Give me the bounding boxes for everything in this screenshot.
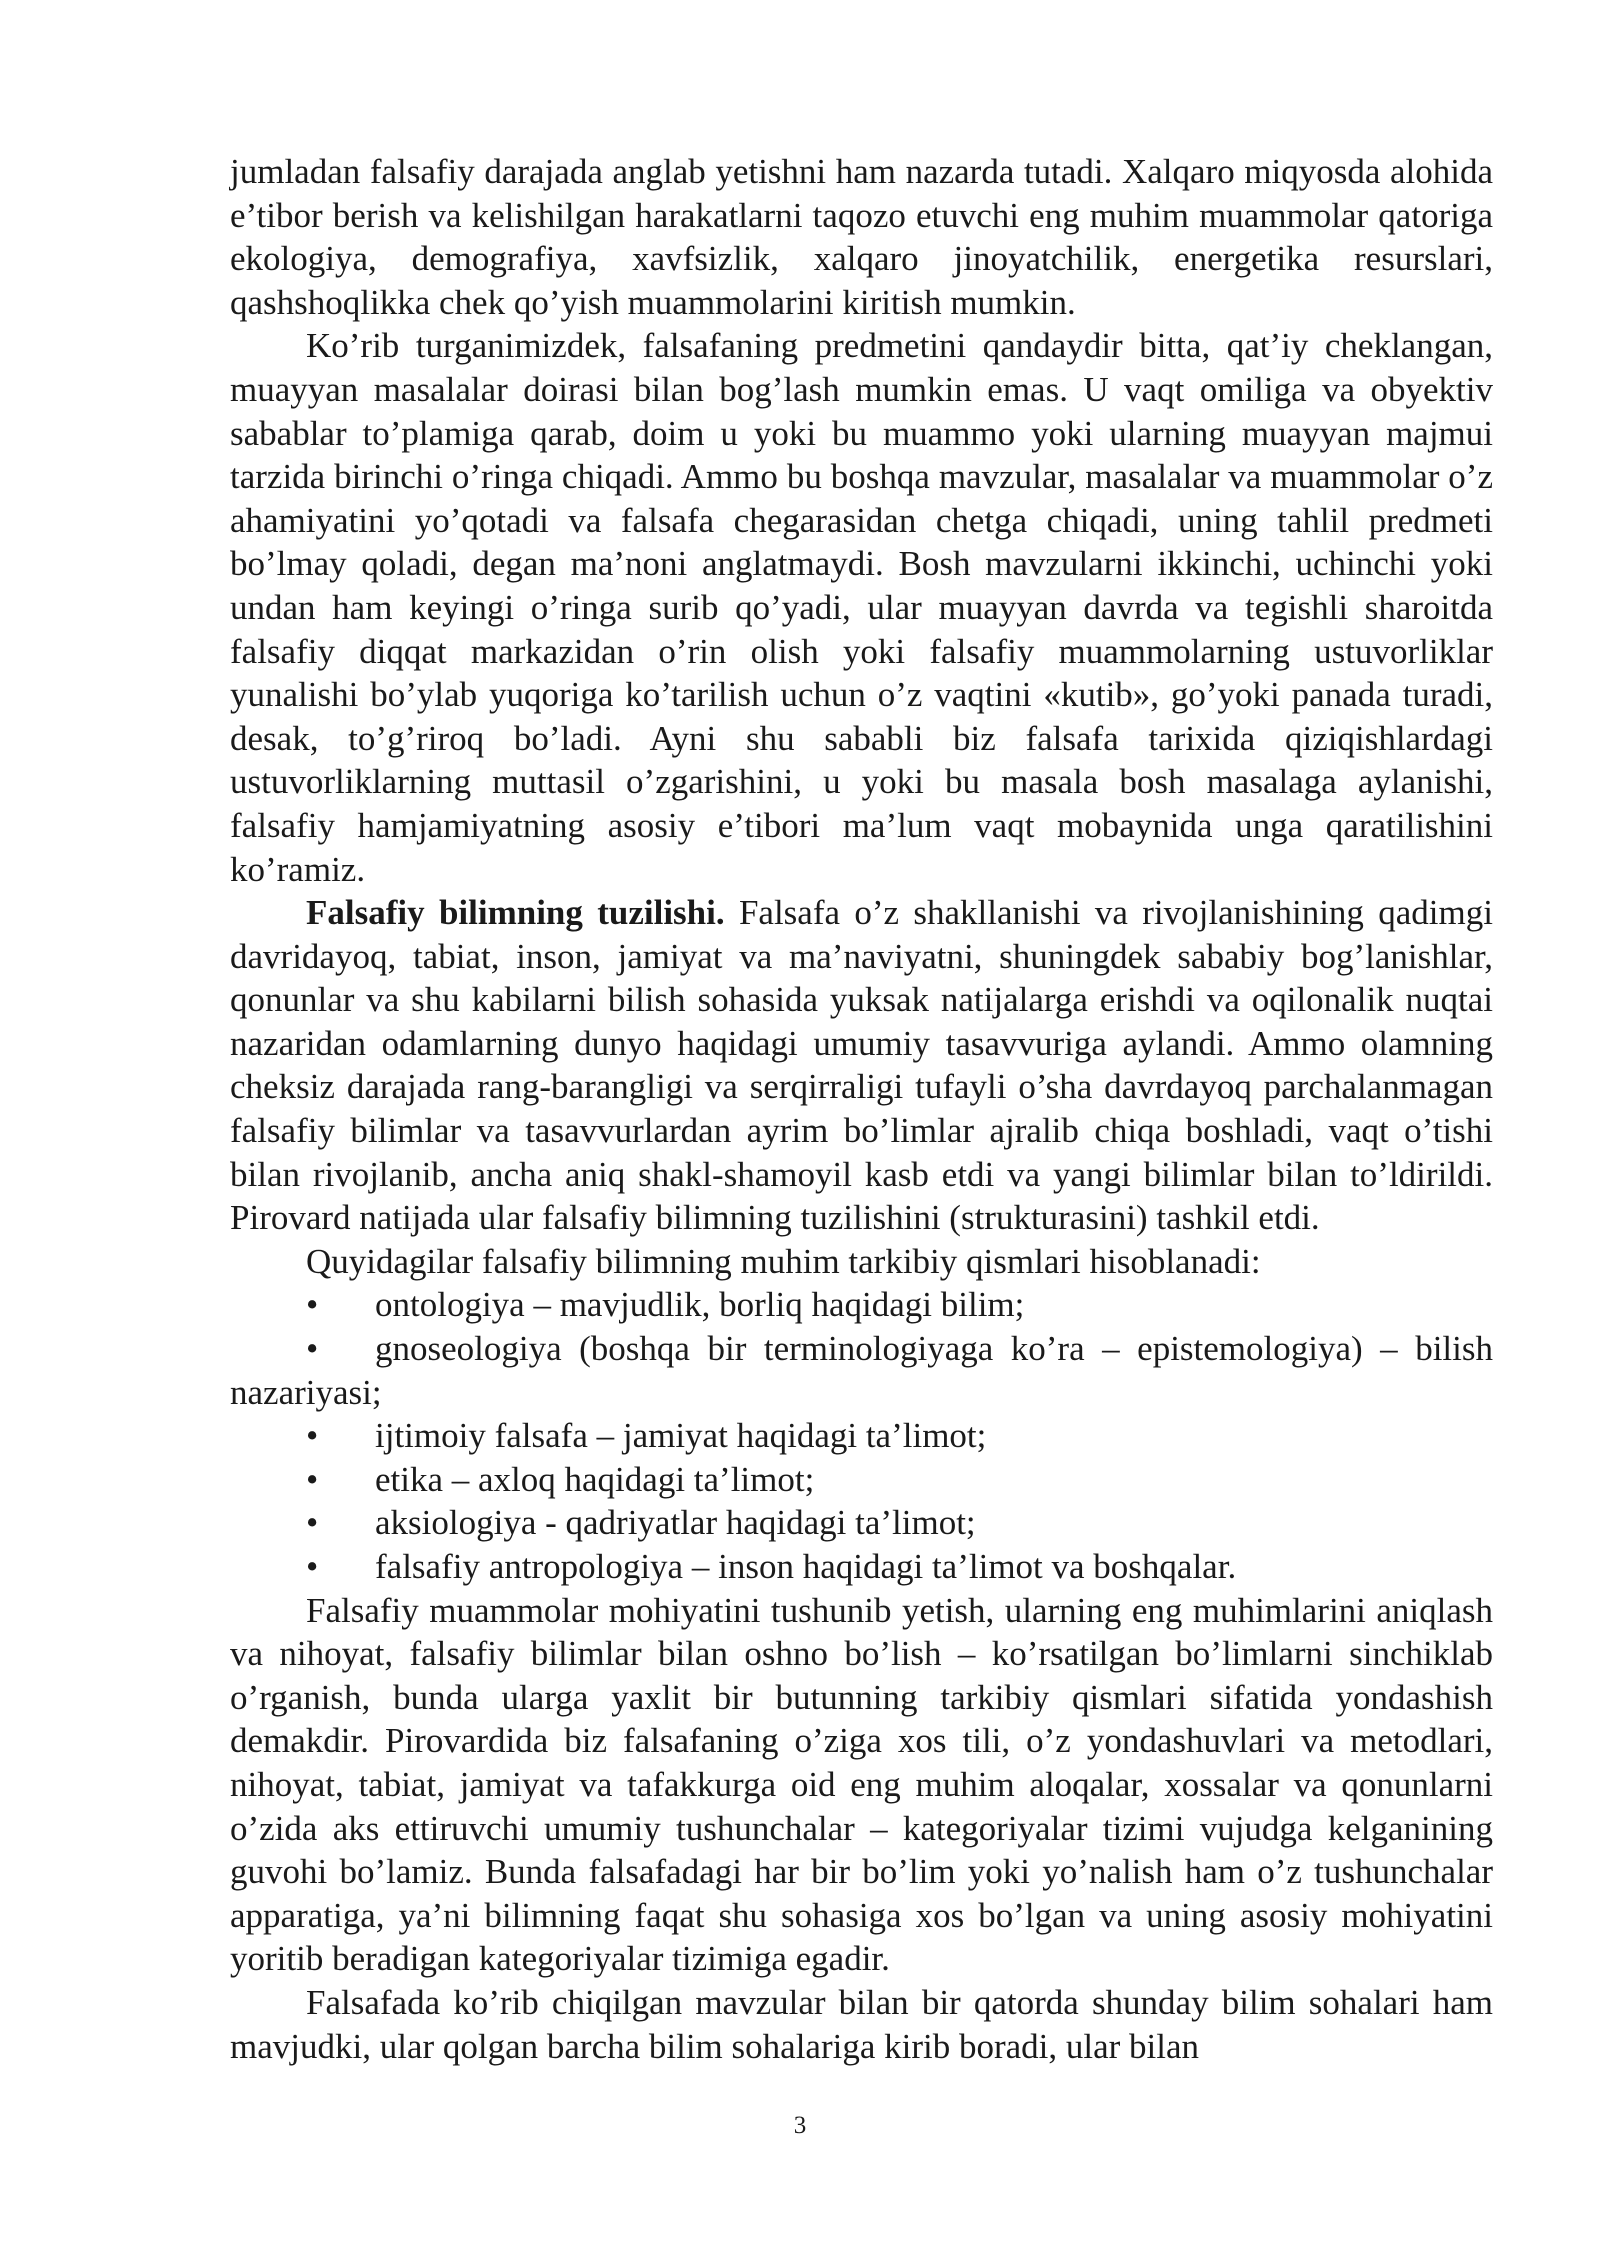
- bullet-icon: •: [306, 1285, 319, 1325]
- bullet-icon: •: [306, 1503, 319, 1543]
- list-item: [230, 1545, 1493, 1589]
- bullet-icon: •: [306, 1459, 319, 1499]
- bullet-list: [230, 1283, 1493, 1588]
- paragraph-4: Quyidagilar falsafiy bilimning muhim tarkibiy qismlari hisoblanadi:: [306, 1241, 1261, 1281]
- list-item-text: aksiologiya - qadriyatlar haqidagi ta’limot;: [375, 1503, 976, 1543]
- paragraph-3: [230, 891, 1493, 1240]
- bullet-icon: •: [306, 1329, 319, 1369]
- paragraph-1: jumladan falsafiy darajada anglab yetishni ham nazarda tutadi. Xalqaro miqyosda alohida e’tibor berish va kelishilgan harakatlarni taqozo etuvchi eng muhim muammolar qatoriga ekologiya, demografiya, xavfsizlik, xalqaro jinoyatchilik, energetika resurslari, qashshoqlikka chek qo’yish muammolarini kiritish mumkin.: [230, 152, 1493, 322]
- document-page: [230, 150, 1493, 2068]
- bullet-icon: •: [306, 1416, 319, 1456]
- paragraph-2: Ko’rib turganimizdek, falsafaning predmetini qandaydir bitta, qat’iy cheklangan, muayyan masalalar doirasi bilan bog’lash mumkin emas. U vaqt omiliga va obyektiv sabablar to’plamiga qarab, doim u yoki bu muammo yoki ularning muayyan majmui tarzida birinchi o’ringa chiqadi. Ammo bu boshqa mavzular, masalalar va muammolar o’z ahamiyatini yo’qotadi va falsafa chegarasidan chetga chiqadi, uning tahlil predmeti bo’lmay qoladi, degan ma’noni anglatmaydi. Bosh mavzularni ikkinchi, uchinchi yoki undan ham keyingi o’ringa surib qo’yadi, ular muayyan davrda va tegishli sharoitda falsafiy diqqat markazidan o’rin olish yoki falsafiy muammolarning ustuvorliklar yunalishi bo’ylab yuqoriga ko’tarilish uchun o’z vaqtini «kutib», go’yoki panada turadi, desak, to’g’riroq bo’ladi. Ayni shu sababli biz falsafa tarixida qiziqishlardagi ustuvorliklarning muttasil o’zgarishini, u yoki bu masala bosh masalaga aylanishi, falsafiy hamjamiyatning asosiy e’tibori ma’lum vaqt mobaynida unga qaratilishini ko’ramiz.: [230, 326, 1493, 889]
- section-heading: Falsafiy bilimning tuzilishi.: [306, 893, 725, 933]
- list-item-text: etika – axloq haqidagi ta’limot;: [375, 1459, 815, 1499]
- list-item: [230, 1501, 1493, 1545]
- list-item-text: gnoseologiya (boshqa bir terminologiyaga ko’ra – epistemologiya) – bilish nazariyasi;: [230, 1329, 1493, 1412]
- list-item-text: ontologiya – mavjudlik, borliq haqidagi bilim;: [375, 1285, 1025, 1325]
- list-item: [230, 1414, 1493, 1458]
- bullet-icon: •: [306, 1547, 319, 1586]
- page-number: 3: [793, 2112, 807, 2139]
- paragraph-6: Falsafada ko’rib chiqilgan mavzular bilan bir qatorda shunday bilim sohalari ham mavjudki, ular qolgan barcha bilim sohalariga kirib boradi, ular bilan: [230, 1982, 1493, 2066]
- list-item-text: falsafiy antropologiya – inson haqidagi ta’limot va boshqalar.: [375, 1547, 1237, 1586]
- list-item: [230, 1327, 1493, 1414]
- list-item: [230, 1458, 1493, 1502]
- list-item-text: ijtimoiy falsafa – jamiyat haqidagi ta’limot;: [375, 1416, 987, 1456]
- paragraph-5: Falsafiy muammolar mohiyatini tushunib yetish, ularning eng muhimlarini aniqlash va nihoyat, falsafiy bilimlar bilan oshno bo’lish – ko’rsatilgan bo’limlarni sinchiklab o’rganish, bunda ularga yaxlit bir butunning tarkibiy qismlari sifatida yondashish demakdir. Pirovardida biz falsafaning o’ziga xos tili, o’z yondashuvlari va metodlari, nihoyat, tabiat, jamiyat va tafakkurga oid eng muhim aloqalar, xossalar va qonunlarni o’zida aks ettiruvchi umumiy tushunchalar – kategoriyalar tizimi vujudga kelganining guvohi bo’lamiz. Bunda falsafadagi har bir bo’lim yoki yo’nalish ham o’z tushunchalar apparatiga, ya’ni bilimning faqat shu sohasiga xos bo’lgan va uning asosiy mohiyatini yoritib beradigan kategoriyalar tizimiga egadir.: [230, 1590, 1493, 1979]
- paragraph-3-text: Falsafa o’z shakllanishi va rivojlanishining qadimgi davridayoq, tabiat, inson, jamiyat va ma’naviyatni, shuningdek sababiy bog’lanishlar, qonunlar va shu kabilarni bilish sohasida yuksak natijalarga erishdi va oqilonalik nuqtai nazaridan odamlarning dunyo haqidagi umumiy tasavvuriga aylandi. Ammo olamning cheksiz darajada rang-barangligi va serqirraligi tufayli o’sha davrdayoq parchalanmagan falsafiy bilimlar va tasavvurlardan ayrim bo’limlar ajralib chiqa boshladi, vaqt o’tishi bilan rivojlanib, ancha aniq shakl-shamoyil kasb etdi va yangi bilimlar bilan to’ldirildi. Pirovard natijada ular falsafiy bilimning tuzilishini (strukturasini) tashkil etdi.: [230, 893, 1493, 1238]
- list-item: [230, 1283, 1493, 1327]
